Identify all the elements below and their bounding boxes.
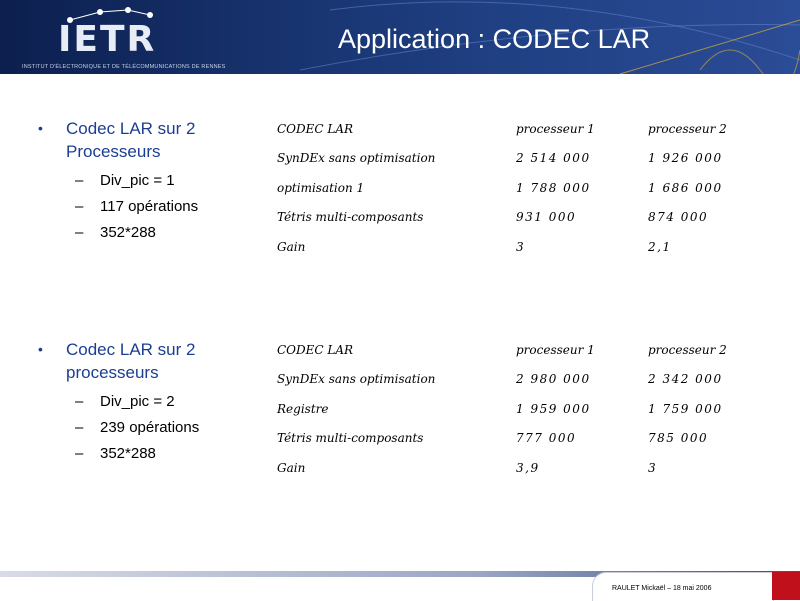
table-cell: 3,9 — [516, 460, 540, 475]
main-bullet — [38, 338, 268, 384]
section-2 — [38, 338, 268, 467]
table-row — [270, 203, 740, 233]
dash-icon: – — [75, 172, 84, 189]
table-cell: Gain — [277, 460, 306, 475]
header-banner — [0, 0, 800, 74]
page-title: Application : CODEC LAR — [338, 24, 651, 54]
table-cell: 1 788 000 — [516, 180, 591, 195]
table-row — [270, 453, 740, 483]
dash-icon: – — [75, 445, 84, 462]
table-cell: SynDEx sans optimisation — [277, 151, 436, 166]
sub-bullet: – Div_pic = 1 — [75, 168, 268, 194]
table-row — [270, 232, 740, 262]
sub-bullet: – Div_pic = 2 — [75, 389, 268, 415]
table-cell: Gain — [277, 239, 306, 254]
bullet-heading-line1: Codec LAR sur 2 — [66, 340, 196, 359]
bullet-heading-line2: Processeurs — [66, 142, 161, 161]
table-cell: 1 759 000 — [648, 401, 723, 416]
table-cell: processeur 1 — [516, 121, 595, 136]
table-cell: 777 000 — [516, 431, 577, 446]
bullet-heading-line2: processeurs — [66, 363, 159, 382]
bullet-heading-line1: Codec LAR sur 2 — [66, 119, 196, 138]
table-cell: 1 926 000 — [648, 151, 723, 166]
dash-icon: – — [75, 393, 84, 410]
table-cell: 2 342 000 — [648, 372, 723, 387]
table-row — [270, 144, 740, 174]
table-cell: 3 — [648, 460, 658, 475]
table-cell: processeur 2 — [648, 342, 727, 357]
table-cell: CODEC LAR — [277, 121, 354, 136]
dash-icon: – — [75, 198, 84, 215]
dash-icon: – — [75, 419, 84, 436]
table-row — [270, 335, 740, 365]
table-cell: 1 686 000 — [648, 180, 723, 195]
results-table-2 — [270, 335, 740, 483]
table-cell: 3 — [516, 239, 526, 254]
ietr-logo: IETR — [58, 19, 157, 60]
table-cell: Tétris multi-composants — [277, 431, 424, 446]
sub-bullet-list — [75, 389, 268, 467]
footer-accent — [772, 572, 800, 600]
table-row — [270, 114, 740, 144]
table-cell: 2 980 000 — [516, 372, 591, 387]
bullet-dot-icon: • — [38, 341, 43, 357]
sub-bullet: – 239 opérations — [75, 415, 268, 441]
section-1 — [38, 117, 268, 246]
results-table-1 — [270, 114, 740, 262]
table-cell: 1 959 000 — [516, 401, 591, 416]
table-cell: optimisation 1 — [277, 180, 365, 195]
table-cell: processeur 2 — [648, 121, 727, 136]
table-cell: CODEC LAR — [277, 342, 354, 357]
table-cell: SynDEx sans optimisation — [277, 372, 436, 387]
table-cell: processeur 1 — [516, 342, 595, 357]
table-row — [270, 424, 740, 454]
table-row — [270, 365, 740, 395]
bullet-dot-icon: • — [38, 120, 43, 136]
sub-bullet-list — [75, 168, 268, 246]
table-cell: 2 514 000 — [516, 151, 591, 166]
sub-bullet: – 352*288 — [75, 441, 268, 467]
table-cell: 874 000 — [648, 210, 709, 225]
footer-author-date: RAULET Mickaël – 18 mai 2006 — [612, 585, 712, 592]
table-row — [270, 394, 740, 424]
table-cell: Registre — [277, 401, 329, 416]
dash-icon: – — [75, 224, 84, 241]
table-cell: 2,1 — [648, 239, 672, 254]
table-cell: 785 000 — [648, 431, 709, 446]
table-row — [270, 173, 740, 203]
sub-bullet: – 117 opérations — [75, 194, 268, 220]
main-bullet — [38, 117, 268, 163]
table-cell: Tétris multi-composants — [277, 210, 424, 225]
sub-bullet: – 352*288 — [75, 220, 268, 246]
table-cell: 931 000 — [516, 210, 577, 225]
logo-subtitle: INSTITUT D'ÉLECTRONIQUE ET DE TÉLÉCOMMUNICATIONS DE RENNES — [22, 64, 226, 70]
